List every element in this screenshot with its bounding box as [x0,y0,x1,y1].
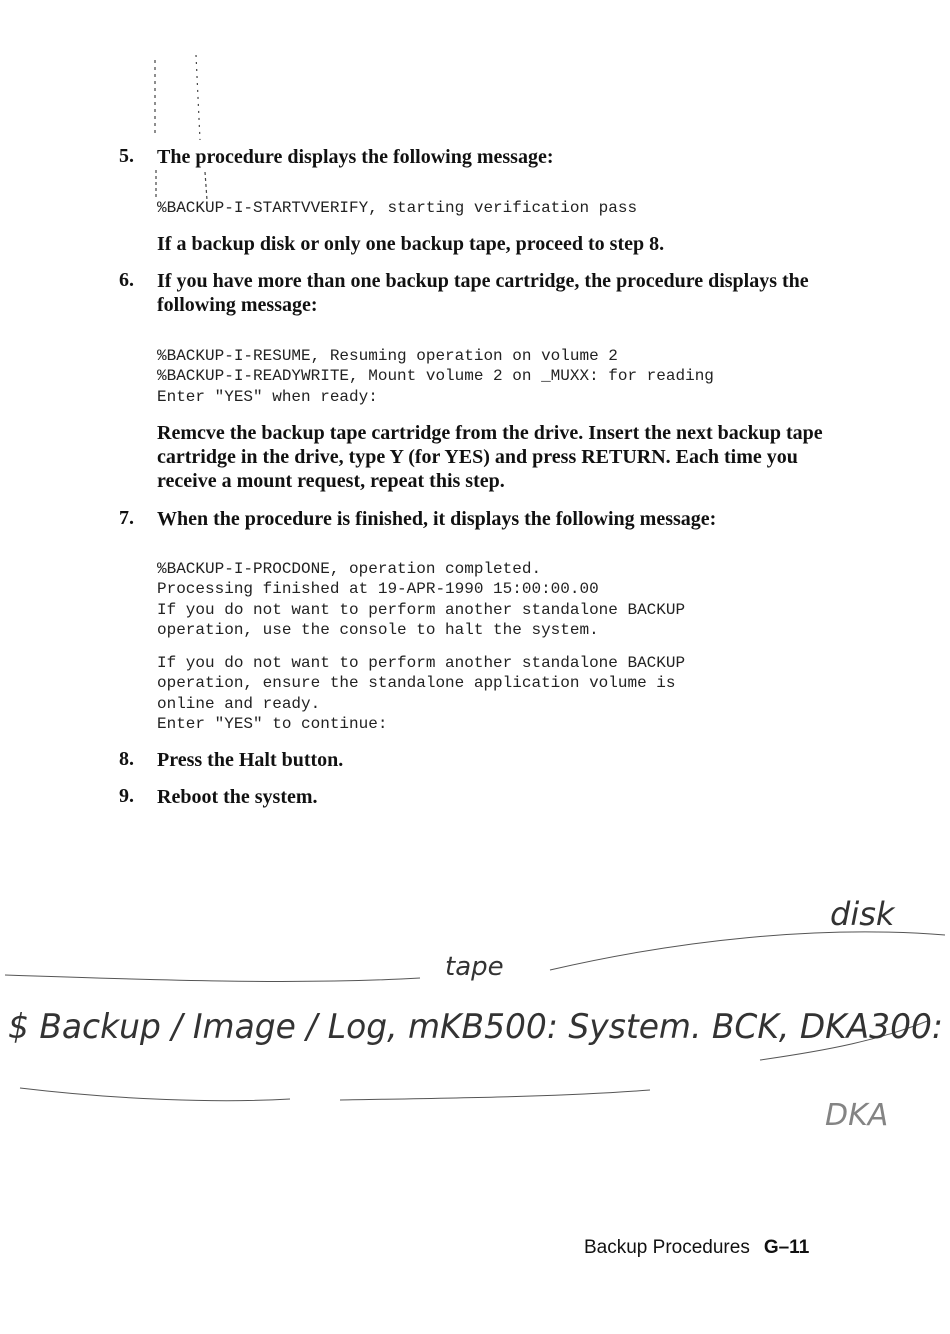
handwritten-disk: disk [830,895,895,933]
step-7 [119,507,839,531]
step-9 [119,785,839,809]
step-8 [119,748,839,772]
handwritten-dka: DKA [825,1098,889,1133]
step-number: 6. [119,269,134,291]
code-procdone: %BACKUP-I-PROCDONE, operation completed. Processing finished at 19-APR-1990 15:00:00.00 If you do not want to perform another standalone BACKUP operation, use the console to halt the system. [157,560,686,640]
footer-page-number: G–11 [763,1237,810,1258]
code-resume: %BACKUP-I-RESUME, Resuming operation on volume 2 %BACKUP-I-READYWRITE, Mount volume 2 on _MUXX: for reading Enter "YES" when ready: [157,347,714,406]
step-5 [119,145,839,169]
margin-marks [155,55,207,200]
step-6-note: Remcve the backup tape cartridge from the drive. Insert the next backup tape cartridge in the drive, type Y (for YES) and press RETURN. Each time you receive a mount request, repeat this step. [157,422,823,492]
handwritten-backup-command: $ Backup / Image / Log, mKB500: System. BCK, DKA300: [8,1007,943,1047]
step-number: 7. [119,507,134,529]
step-text: The procedure displays the following message: [157,146,554,168]
step-6 [119,269,839,317]
step-text: When the procedure is finished, it displays the following message: [157,508,717,530]
step-5-note: If a backup disk or only one backup tape, proceed to step 8. [157,233,665,255]
step-number: 5. [119,145,134,167]
step-text: Press the Halt button. [157,749,344,771]
step-number: 9. [119,785,134,807]
code-startverify: %BACKUP-I-STARTVVERIFY, starting verification pass [157,199,638,217]
step-text: If you have more than one backup tape cartridge, the procedure displays the following message: [157,270,809,316]
step-number: 8. [119,748,134,770]
handwritten-tape: tape [445,952,504,982]
footer-section-title: Backup Procedures [584,1237,750,1258]
code-standalone: If you do not want to perform another standalone BACKUP operation, ensure the standalone application volume is online and ready. Enter "YES" to continue: [157,654,686,734]
page-footer [584,1237,844,1259]
step-text: Reboot the system. [157,786,318,808]
